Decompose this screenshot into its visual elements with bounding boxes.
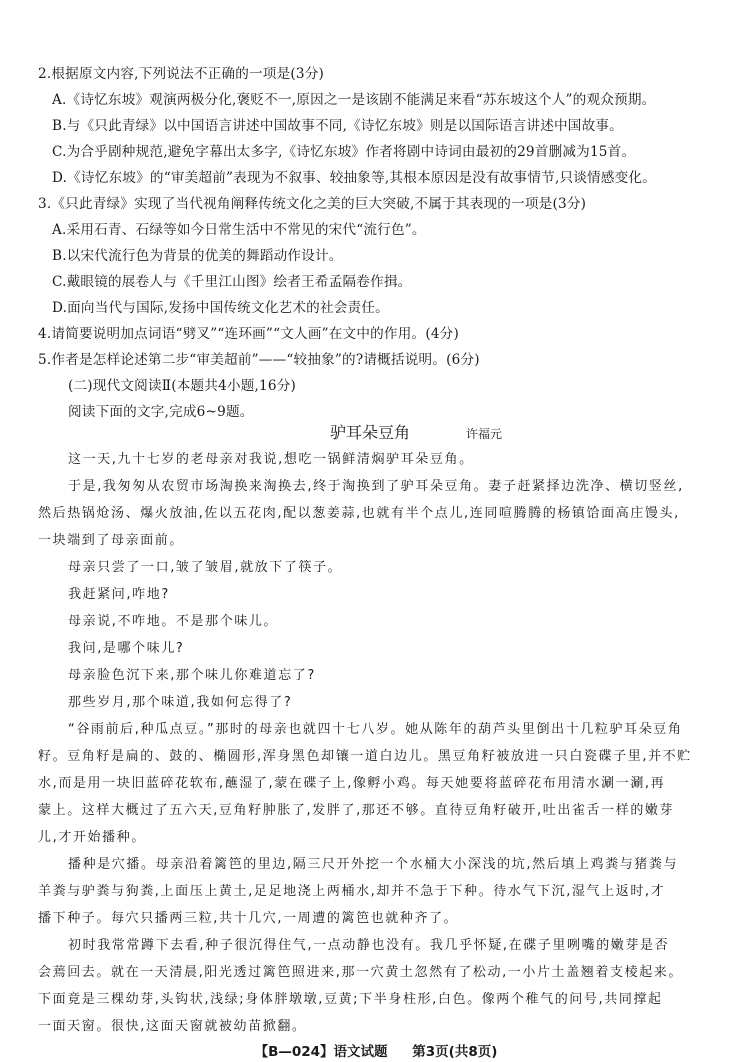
- question-2-option-c: C.为合乎剧种规范,避免字幕出太多字,《诗忆东坡》作者将剧中诗词由最初的29首删减为15首。: [52, 144, 636, 160]
- article-line: 儿,才开始播种。: [38, 830, 146, 845]
- exam-code: 【B—024】语文试题: [254, 1044, 388, 1060]
- article-line: 一块端到了母亲面前。: [38, 533, 185, 548]
- article-line: 那些岁月,那个味道,我如何忘得了?: [68, 695, 293, 710]
- article-line: 一面天窗。很快,这面天窗就被幼苗掀翻。: [38, 1019, 307, 1034]
- question-2-option-b: B.与《只此青绿》以中国语言讲述中国故事不同,《诗忆东坡》则是以国际语言讲述中国故事。: [52, 118, 623, 134]
- article-author: 许福元: [466, 427, 503, 441]
- page-number: 第3页(共8页): [412, 1044, 498, 1060]
- article-line: 播下种子。每穴只播两三粒,共十几穴,一周遭的篱笆也就种齐了。: [38, 911, 459, 926]
- question-2-option-a: A.《诗忆东坡》观演两极分化,褒贬不一,原因之一是该剧不能满足来看“苏东坡这个人”的观众预期。: [52, 92, 656, 108]
- question-5: 5.作者是怎样论述第二步“审美超前”——“较抽象”的?请概括说明。(6分): [38, 352, 480, 368]
- question-4: 4.请简要说明加点词语“劈叉”“连环画”“文人画”在文中的作用。(4分): [38, 326, 459, 342]
- article-line: 我赶紧问,咋地?: [68, 587, 170, 602]
- article-line: 下面竟是三棵幼芽,头钩状,浅绿;身体胖墩墩,豆黄;下半身柱形,白色。像两个稚气的问号,共同撑起: [38, 992, 663, 1007]
- article-line: 母亲说,不咋地。不是那个味儿。: [68, 614, 279, 629]
- article-line: 母亲只尝了一口,皱了皱眉,就放下了筷子。: [68, 560, 343, 575]
- article-line: 会蔫回去。就在一天清晨,阳光透过篱笆照进来,那一穴黄土忽然有了松动,一小片土盖翘着支棱起来。: [38, 965, 683, 980]
- article-title: 驴耳朵豆角: [330, 423, 411, 442]
- question-3-option-a: A.采用石青、石绿等如今日常生活中不常见的宋代“流行色”。: [52, 222, 426, 238]
- question-3-option-b: B.以宋代流行色为背景的优美的舞蹈动作设计。: [52, 248, 343, 264]
- article-line: 蒙上。这样大概过了五六天,豆角籽肿胀了,发胖了,那还不够。直待豆角籽破开,吐出雀舌一样的嫩芽: [38, 803, 675, 818]
- article-line: 羊粪与驴粪与狗粪,上面压上黄土,足足地浇上两桶水,却并不急于下种。待水气下沉,湿气上返时,才: [38, 884, 666, 899]
- article-line: 于是,我匆匆从农贸市场淘换来淘换去,终于淘换到了驴耳朵豆角。妻子赶紧择边洗净、横切竖丝,: [68, 479, 684, 494]
- question-2-stem: 2.根据原文内容,下列说法不正确的一项是(3分): [38, 66, 325, 82]
- section-instruction: 阅读下面的文字,完成6~9题。: [68, 404, 254, 420]
- page-footer: [0, 1040, 752, 1060]
- article-line: 初时我常常蹲下去看,种子很沉得住气,一点动静也没有。我几乎怀疑,在碟子里咧嘴的嫩芽是否: [68, 938, 670, 953]
- article-line: 这一天,九十七岁的老母亲对我说,想吃一锅鲜清焖驴耳朵豆角。: [68, 452, 474, 467]
- article-line: 水,而是用一块旧蓝碎花软布,蘸湿了,蒙在碟子上,像孵小鸡。每天她要将蓝碎花布用清水涮一涮,再: [38, 776, 666, 791]
- question-3-option-c: C.戴眼镜的展卷人与《千里江山图》绘者王希孟隔卷作揖。: [52, 274, 412, 290]
- question-3-option-d: D.面向当代与国际,发扬中国传统文化艺术的社会责任。: [52, 300, 389, 316]
- article-line: “谷雨前后,种瓜点豆。”那时的母亲也就四十七八岁。她从陈年的葫芦头里倒出十几粒驴耳朵豆角: [68, 722, 683, 737]
- question-3-stem: 3.《只此青绿》实现了当代视角阐释传统文化之美的巨大突破,不属于其表现的一项是(3分): [38, 196, 587, 212]
- question-2-option-d: D.《诗忆东坡》的“审美超前”表现为不叙事、较抽象等,其根本原因是没有故事情节,只谈情感变化。: [52, 170, 657, 186]
- article-line: 我问,是哪个味儿?: [68, 641, 185, 656]
- article-line: 籽。豆角籽是扁的、鼓的、椭圆形,浑身黑色却镶一道白边儿。黑豆角籽被放进一只白瓷碟子里,并不贮: [38, 749, 692, 764]
- article-line: 母亲脸色沉下来,那个味儿你难道忘了?: [68, 668, 316, 683]
- section-heading: (二)现代文阅读Ⅱ(本题共4小题,16分): [68, 378, 297, 394]
- article-line: 播种是穴播。母亲沿着篱笆的里边,隔三尺开外挖一个水桶大小深浅的坑,然后填上鸡粪与猪粪与: [68, 857, 679, 872]
- article-line: 然后热锅炝汤、爆火放油,佐以五花肉,配以葱姜蒜,也就有半个点儿,连同喧腾腾的杨镇饸面高庄馒头,: [38, 506, 680, 521]
